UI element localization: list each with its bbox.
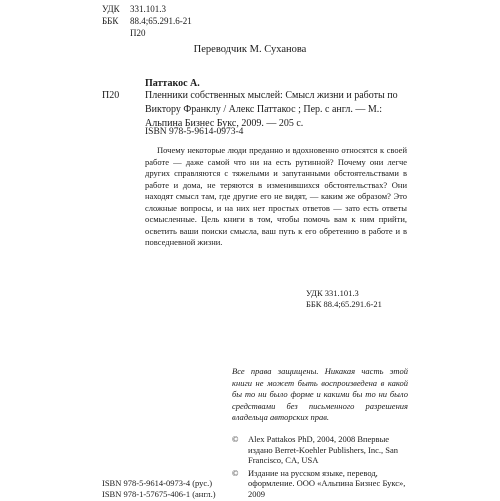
rights-notice: Все права защищены. Никакая часть этой книги не может быть воспроизведена в какой бы то ни было форме и какими бы то ни было средствами без письменного разрешения владельца авторских прав. (232, 366, 408, 422)
author-mark-row (102, 27, 192, 39)
isbn-list (102, 478, 216, 499)
annotation-paragraph: Почему некоторые люди преданно и вдохновенно относятся к своей работе — даже самой что ни на есть рутинной? Почему они легче других справляются с тяжелыми и запутанными обстоятельствами в работе и дома, не теряются в изменившихся обстоятельствах? Они находят смысл там, где другие его не видят, — каким же образом? Это сложные вопросы, и на них нет простых ответов — зато есть ответы осмысленные. Цель книги в том, чтобы помочь вам к ним прийти, осветить ваши поиски смысла, ваш путь к его обретению в работе и в повседневной жизни. (145, 145, 407, 247)
author-mark-value: П20 (130, 28, 146, 38)
copyright-text: Alex Pattakos PhD, 2004, 2008 Впервые издано Berret-Koehler Publishers, Inc., San Francisco, CA, USA (248, 434, 398, 465)
copyright-translation (232, 468, 408, 500)
copyright-sign: © (232, 467, 239, 478)
isbn-russian: ISBN 978-5-9614-0973-4 (рус.) (102, 478, 213, 488)
bbk-row (102, 15, 192, 27)
bbk-right-line: ББК 88.4;65.291.6-21 (306, 299, 382, 309)
isbn-main: ISBN 978-5-9614-0973-4 (145, 127, 244, 137)
classification-block (102, 3, 192, 39)
udk-value: 331.101.3 (130, 4, 166, 14)
copyright-sign: © (232, 434, 239, 444)
bbk-key: ББК (102, 16, 119, 26)
translator-line: Переводчик М. Суханова (193, 44, 307, 55)
bbk-value: 88.4;65.291.6-21 (130, 16, 192, 26)
udk-key: УДК (102, 4, 120, 14)
udk-right-line: УДК 331.101.3 (306, 288, 359, 298)
copyright-text: Издание на русском языке, перевод, оформление. ООО «Альпина Бизнес Букс», 2009 (248, 467, 406, 499)
bibliographic-description: Пленники собственных мыслей: Смысл жизни и работы по Виктору Франклу / Алекс Паттакос ; Пер. с англ. — М.: Альпина Бизнес Букс, 2009. — 205 с. (145, 90, 398, 129)
classification-right (306, 288, 382, 310)
isbn-english: ISBN 978-1-57675-406-1 (англ.) (102, 488, 216, 499)
author-mark-key (102, 27, 130, 39)
copyright-block (232, 434, 408, 501)
copyright-original (232, 434, 408, 466)
call-mark: П20 (102, 90, 120, 101)
author-name: Паттакос А. (145, 78, 200, 89)
udk-row (102, 3, 192, 15)
